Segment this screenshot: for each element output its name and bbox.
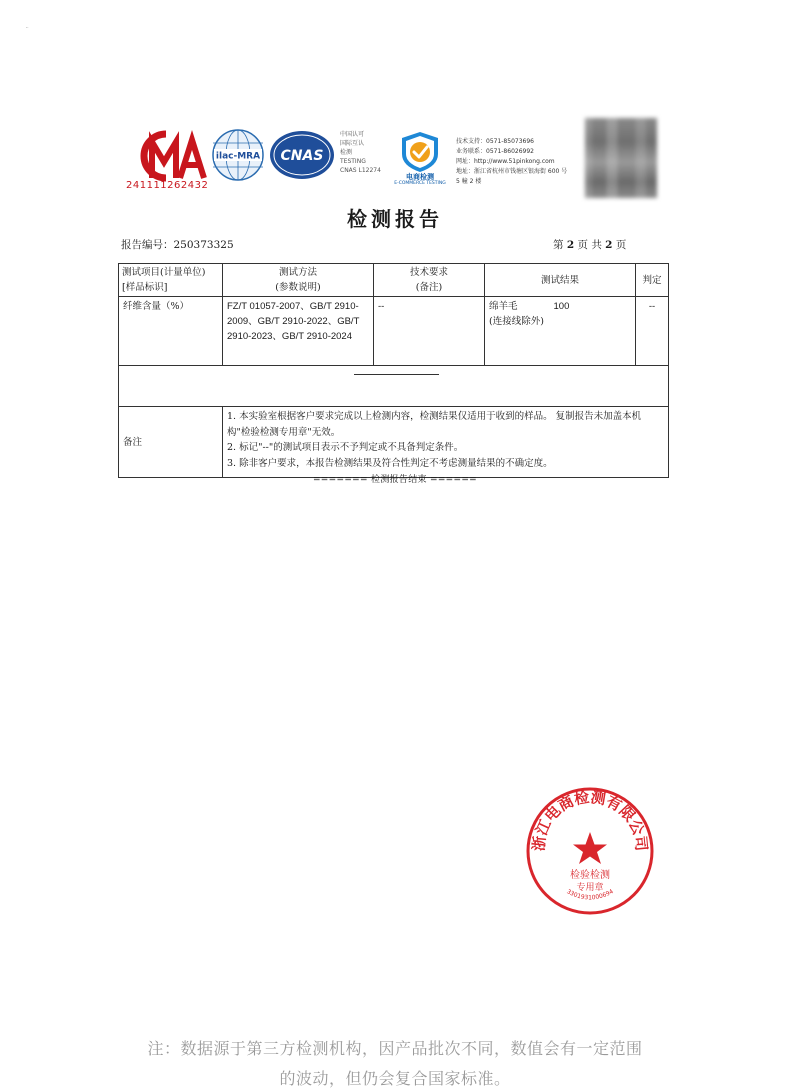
- row-result: [485, 297, 636, 366]
- page-info: [553, 237, 626, 252]
- seal-usage-1: 检验检测: [570, 870, 610, 881]
- contact-support: 技术支持：0571-85073696: [456, 138, 534, 145]
- note-3: 3. 除非客户要求，本报告检测结果及符合性判定不考虑测量结果的不确定度。: [227, 457, 553, 469]
- blank-row: [119, 366, 669, 407]
- document-title: 检测报告: [347, 207, 443, 231]
- row-judgement: --: [636, 297, 669, 366]
- row-result-note: (连接线除外): [489, 316, 544, 327]
- header-requirement-sub: (备注): [415, 282, 443, 293]
- table-row: [119, 297, 669, 366]
- row-result-fiber: 绵羊毛: [489, 301, 518, 312]
- ilac-logo-text: ilac-MRA: [215, 151, 261, 162]
- page-total: 2: [605, 239, 613, 251]
- seal-usage-2: 专用章: [576, 883, 604, 893]
- ecommerce-logo-name: 电商检测: [406, 173, 434, 181]
- report-end-line: ======= 检测报告结束 ======: [312, 475, 478, 485]
- contact-info: [456, 137, 567, 187]
- header-judgement: 判定: [636, 264, 669, 297]
- contact-business: 业务联系：0571-86026992: [456, 148, 534, 155]
- header-test-item-sub: [样品标识]: [122, 282, 168, 293]
- seal-star-icon: [573, 832, 607, 864]
- page-mid: 页 共: [574, 239, 606, 251]
- cma-logo-text: CMA: [26, 28, 29, 29]
- seal-company-name: 浙江电商检测有限公司: [529, 788, 651, 852]
- table-header-row: [119, 264, 669, 297]
- contact-address-cont: 5 幢 2 楼: [456, 178, 482, 185]
- notes-content: [223, 407, 669, 478]
- note-1: 1. 本实验室根据客户要求完成以上检测内容，检测结果仅适用于收到的样品。 复制报告未加盖本机构"检验检测专用章"无效。: [227, 411, 642, 438]
- notes-row: [119, 407, 669, 478]
- row-test-item: 纤维含量（%）: [119, 297, 223, 366]
- header-test-item-label: 测试项目(计量单位): [122, 267, 206, 278]
- header-test-method-sub: (参数说明): [275, 282, 321, 293]
- note-2: 2. 标记"--"的测试项目表示不予判定或不具备判定条件。: [227, 442, 464, 453]
- notes-label: 备注: [119, 407, 223, 478]
- header-test-item: [119, 264, 223, 297]
- row-requirement: --: [374, 297, 485, 366]
- seal-number: 3301931000694: [565, 888, 615, 902]
- contact-website: 网址：http://www.51pinkong.com: [456, 158, 555, 165]
- header-requirement: [374, 264, 485, 297]
- cnas-logo: [269, 130, 335, 180]
- header-result: 测试结果: [485, 264, 636, 297]
- footer-note-line-1: 注：数据源于第三方检测机构，因产品批次不同，数值会有一定范围: [147, 1039, 643, 1058]
- cnas-accreditation-text: 中国认可 国际互认 检测 TESTING CNAS L12274: [340, 131, 381, 174]
- cma-number: 241111262432: [126, 180, 209, 191]
- blurred-qr-code: [585, 118, 657, 198]
- report-number: 报告编号：250373325: [121, 239, 234, 251]
- header-test-method-label: 测试方法: [278, 267, 317, 278]
- official-seal: [525, 786, 655, 916]
- ilac-mra-logo: [211, 128, 265, 182]
- footer-note-line-2: 的波动，但仍会复合国家标准。: [279, 1069, 511, 1088]
- ecommerce-logo-subtitle: E-COMMERCE TESTING: [394, 181, 446, 186]
- cnas-logo-text: CNAS: [280, 148, 324, 164]
- page-suffix: 页: [612, 239, 627, 251]
- blank-row-cell: [119, 366, 669, 407]
- contact-address: 地址：浙江省杭州市钱塘区银海街 600 号: [456, 168, 568, 175]
- row-result-value: 100: [553, 301, 570, 312]
- test-results-table: [118, 263, 669, 478]
- header-test-method: [223, 264, 374, 297]
- header-requirement-label: 技术要求: [409, 267, 448, 278]
- page-current: 2: [566, 239, 575, 251]
- page-prefix: 第: [553, 239, 567, 251]
- divider-line: [354, 374, 439, 375]
- row-test-method: FZ/T 01057-2007、GB/T 2910-2009、GB/T 2910-2022、GB/T 2910-2023、GB/T 2910-2024: [223, 297, 374, 366]
